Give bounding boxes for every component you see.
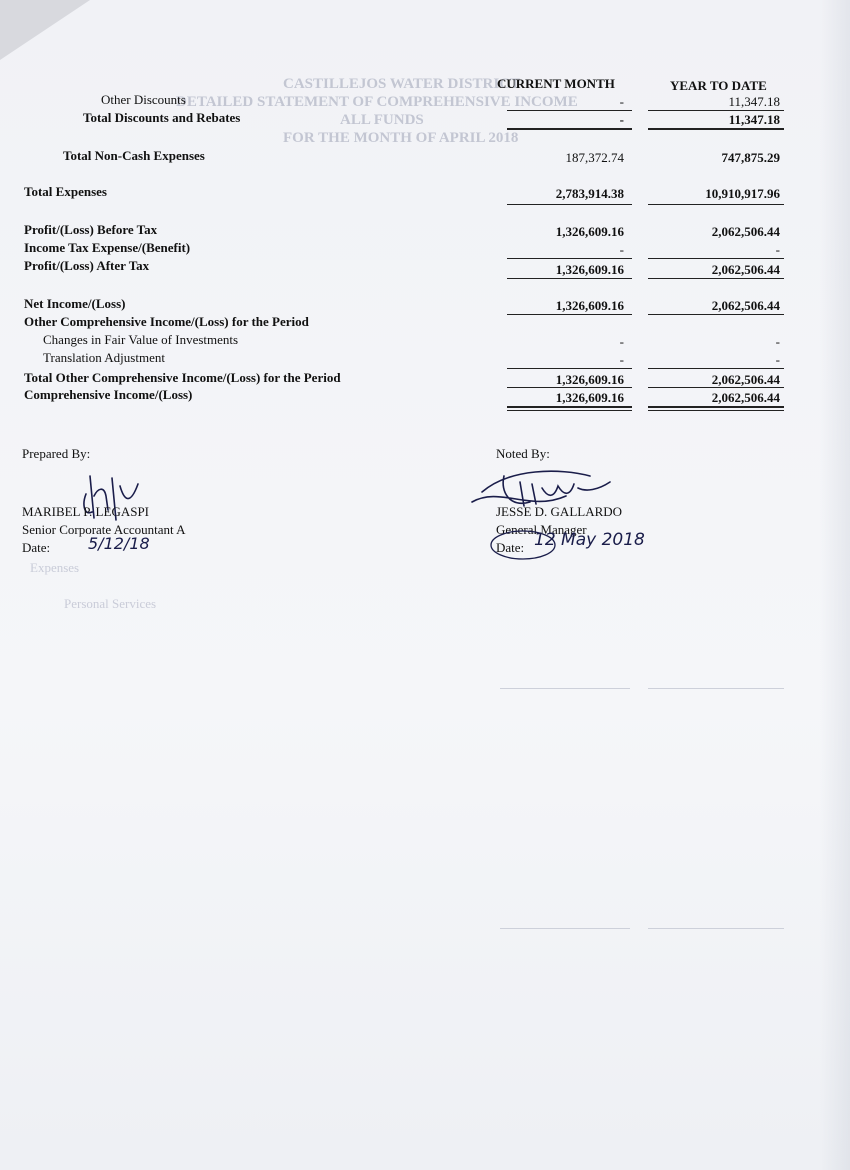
prepared-by-label: Prepared By: <box>22 446 91 461</box>
row-current: 1,326,609.16 <box>555 298 624 313</box>
row-label: Total Discounts and Rebates <box>83 110 241 125</box>
row-current: - <box>619 334 624 349</box>
underline <box>507 204 632 205</box>
underline <box>648 278 784 279</box>
row-ytd: 2,062,506.44 <box>711 390 780 405</box>
prepared-title: Senior Corporate Accountant A <box>22 522 186 537</box>
row-current: 1,326,609.16 <box>555 224 624 239</box>
prepared-name: MARIBEL P. LEGASPI <box>22 504 150 519</box>
row-ytd: 10,910,917.96 <box>705 186 780 201</box>
double-underline <box>507 410 632 411</box>
row-current: - <box>619 352 624 367</box>
row-current: - <box>619 94 624 109</box>
row-current: 1,326,609.16 <box>555 262 624 277</box>
double-underline <box>648 406 784 408</box>
row-ytd: 11,347.18 <box>728 94 780 109</box>
ghost-funds: ALL FUNDS <box>340 112 424 128</box>
row-ytd: - <box>775 334 780 349</box>
ghost-rule <box>648 928 784 929</box>
noted-by-label: Noted By: <box>496 446 550 461</box>
folded-corner <box>0 0 90 60</box>
ghost-period: FOR THE MONTH OF APRIL 2018 <box>283 130 519 146</box>
underline <box>648 314 784 315</box>
underline <box>648 204 784 205</box>
underline <box>507 110 632 111</box>
noted-date-handwritten: 12 May 2018 <box>534 530 645 550</box>
row-ytd: 2,062,506.44 <box>711 262 780 277</box>
row-current: 187,372.74 <box>565 150 624 165</box>
underline <box>507 314 632 315</box>
row-ytd: - <box>775 242 780 257</box>
double-underline <box>648 410 784 411</box>
header-year-to-date: YEAR TO DATE <box>670 78 767 93</box>
row-ytd: 2,062,506.44 <box>711 372 780 387</box>
ghost-rule <box>500 928 630 929</box>
prepared-date-handwritten: 5/12/18 <box>88 534 150 553</box>
row-current: - <box>619 242 624 257</box>
row-ytd: 2,062,506.44 <box>711 298 780 313</box>
row-label: Other Discounts <box>101 92 186 107</box>
noted-date-circle-icon <box>488 528 558 562</box>
underline <box>507 387 632 388</box>
noted-title: General Manager <box>496 522 587 537</box>
underline <box>507 258 632 259</box>
ghost-text: Expenses <box>30 560 80 575</box>
row-ytd: 2,062,506.44 <box>711 224 780 239</box>
row-label: Profit/(Loss) Before Tax <box>24 222 158 237</box>
header-current-month: CURRENT MONTH <box>497 76 615 91</box>
row-ytd: 11,347.18 <box>728 112 780 127</box>
ghost-rule <box>500 688 630 689</box>
underline <box>648 387 784 388</box>
underline <box>507 368 632 369</box>
underline <box>507 278 632 279</box>
underline <box>648 128 784 130</box>
double-underline <box>507 406 632 408</box>
row-label: Comprehensive Income/(Loss) <box>24 387 193 402</box>
row-label: Net Income/(Loss) <box>24 296 126 311</box>
noted-date-label: Date: <box>496 540 525 555</box>
underline <box>507 128 632 130</box>
row-label: Total Non-Cash Expenses <box>63 148 205 163</box>
row-label: Changes in Fair Value of Investments <box>43 332 239 347</box>
row-ytd: - <box>775 352 780 367</box>
row-current: 1,326,609.16 <box>555 372 624 387</box>
row-current: 2,783,914.38 <box>555 186 624 201</box>
row-label: Profit/(Loss) After Tax <box>24 258 150 273</box>
underline <box>648 110 784 111</box>
row-label: Income Tax Expense/(Benefit) <box>24 240 191 255</box>
row-label: Total Other Comprehensive Income/(Loss) for the Period <box>24 370 341 385</box>
underline <box>648 258 784 259</box>
ghost-subtitle: DETAILED STATEMENT OF COMPREHENSIVE INCOME <box>176 94 578 110</box>
ghost-title: CASTILLEJOS WATER DISTRICT <box>283 76 521 92</box>
ghost-text: Personal Services <box>64 596 157 611</box>
prepared-date-label: Date: <box>22 540 51 555</box>
row-current: 1,326,609.16 <box>555 390 624 405</box>
row-label: Total Expenses <box>24 184 107 199</box>
ghost-rule <box>648 688 784 689</box>
underline <box>648 368 784 369</box>
noted-name: JESSE D. GALLARDO <box>496 504 623 519</box>
row-label: Translation Adjustment <box>43 350 165 365</box>
page-edge-shadow <box>820 0 850 1170</box>
row-label: Other Comprehensive Income/(Loss) for the Period <box>24 314 309 329</box>
row-current: - <box>619 112 624 127</box>
row-ytd: 747,875.29 <box>721 150 780 165</box>
